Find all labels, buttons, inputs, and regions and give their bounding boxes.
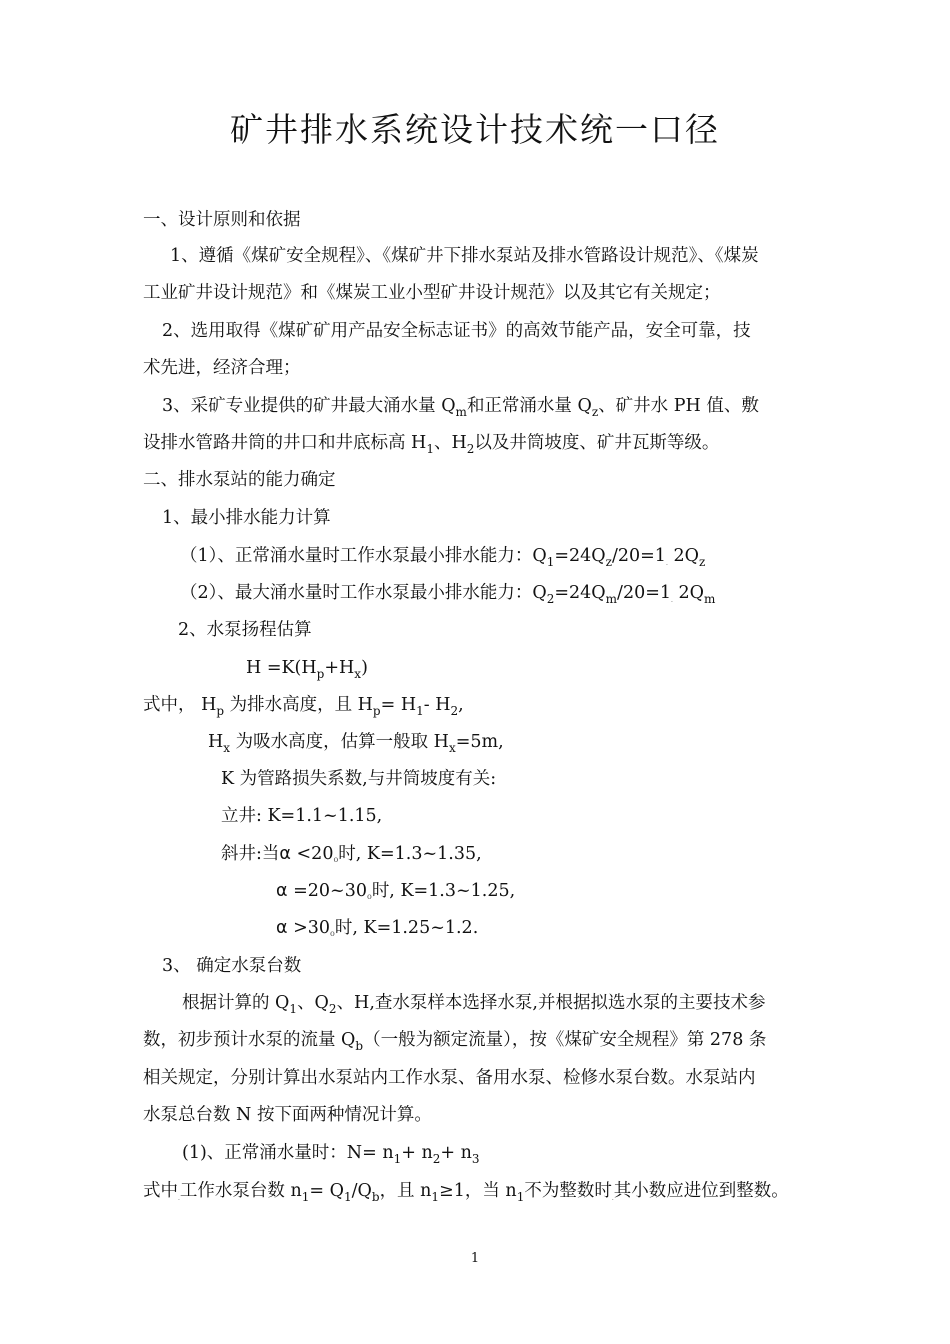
text: /Q — [351, 1181, 372, 1201]
subscript: 1 — [301, 1190, 310, 1204]
subscript: 1 — [426, 442, 434, 456]
text: /20=1 — [617, 583, 672, 603]
pump-count-definition — [143, 1183, 789, 1202]
degree-mark: o — [366, 892, 372, 901]
text: + n — [440, 1143, 472, 1163]
subscript: 3 — [471, 1152, 480, 1166]
subscript: 2 — [328, 1002, 337, 1016]
text: 、H,查水泵样本选择水泵,并根据拟选水泵的主要技术参 — [336, 993, 766, 1013]
paragraph-3-line-2 — [143, 433, 720, 456]
paragraph-2-line-2: 术先进，经济合理； — [143, 358, 301, 378]
alpha-symbol: α — [276, 881, 288, 901]
paragraph-1-line-1: 1、遵循《煤矿安全规程》、《煤矿井下排水泵站及排水管路设计规范》、《煤炭 — [170, 246, 759, 266]
paragraph-2-line-1: 2、选用取得《煤矿矿用产品安全标志证书》的高效节能产品，安全可靠，技 — [162, 321, 751, 341]
text: , — [458, 695, 464, 715]
text: +H — [324, 658, 355, 678]
text: 数，初步预计水泵的流量 Q — [143, 1030, 356, 1050]
text: 不为整数时 — [524, 1181, 612, 1201]
text: 、Q — [297, 993, 329, 1013]
text: ，且 n — [379, 1181, 432, 1201]
formula-normal-capacity — [180, 548, 705, 567]
text: 设排水管路井筒的井口和井底标高 H — [143, 433, 427, 453]
text: （一般为额定流量），按《煤矿安全规程》第 278 条 — [363, 1030, 767, 1050]
subscript: x — [448, 741, 456, 755]
subscript: b — [371, 1190, 380, 1204]
text: 根据计算的 Q — [182, 993, 290, 1013]
subscript: p — [316, 667, 325, 681]
subsection-2-3: 3、 确定水泵台数 — [162, 956, 302, 976]
text: 、矿井水 PH 值、敷 — [598, 396, 759, 416]
where-hx — [208, 732, 504, 755]
text: 式中 — [143, 1181, 178, 1201]
subscript: 1 — [431, 1190, 440, 1204]
subscript: m — [704, 592, 716, 606]
subscript: 1 — [516, 1190, 525, 1204]
text: （1）、正常涌水量时工作水泵最小排水能力：Q — [180, 546, 547, 566]
text: 其小数应进位到整数。 — [613, 1181, 789, 1201]
text: 时, K=1.25~1.2. — [334, 918, 479, 938]
section-2-heading: 二、排水泵站的能力确定 — [143, 470, 336, 490]
subscript: 2 — [432, 1152, 441, 1166]
subsection-2-2: 2、水泵扬程估算 — [178, 620, 312, 640]
text: =24Q — [554, 583, 606, 603]
text: H — [208, 732, 224, 752]
text: - H — [423, 695, 451, 715]
text: + n — [401, 1143, 433, 1163]
subscript: 2 — [466, 442, 475, 456]
subscript: z — [605, 555, 612, 569]
text: 2Q — [678, 583, 704, 603]
k-inclined-shaft-3 — [276, 920, 478, 938]
alpha-symbol: α — [276, 918, 288, 938]
dot-mark: . — [665, 560, 668, 567]
dot-mark: . — [671, 597, 673, 604]
text: （2）、最大涌水量时工作水泵最小排水能力：Q — [180, 583, 547, 603]
degree-mark: o — [330, 929, 335, 938]
subscript: x — [223, 741, 231, 755]
subscript: 1 — [393, 1152, 402, 1166]
k-inclined-shaft-1 — [221, 846, 482, 864]
where-hp — [143, 695, 464, 718]
text: = H — [380, 695, 417, 715]
text: >30 — [287, 918, 331, 938]
subscript: 1 — [289, 1002, 298, 1016]
text: ) — [361, 658, 368, 678]
text: 以及井筒坡度、矿井瓦斯等级。 — [474, 433, 720, 453]
text: H =K(H — [246, 658, 317, 678]
text: 工作水泵台数 n — [179, 1181, 302, 1201]
text: 3、采矿专业提供的矿井最大涌水量 Q — [162, 396, 456, 416]
alpha-symbol: α — [279, 844, 291, 864]
text: 斜井:当 — [221, 844, 280, 864]
head-formula — [246, 658, 368, 681]
text: ≥1，当 n — [439, 1181, 517, 1201]
text: 时, K=1.3~1.25, — [371, 881, 516, 901]
paragraph-4-line-1 — [182, 993, 766, 1016]
subsection-2-1: 1、最小排水能力计算 — [162, 508, 331, 528]
text: 、H — [433, 433, 467, 453]
text: = Q — [309, 1181, 344, 1201]
paragraph-4-line-3: 相关规定，分别计算出水泵站内工作水泵、备用水泵、检修水泵台数。水泵站内 — [143, 1068, 756, 1088]
text: ~30 — [330, 881, 367, 901]
text: (1)、正常涌水量时：N= n — [182, 1143, 394, 1163]
text: /20=1 — [611, 546, 666, 566]
subscript: m — [455, 405, 467, 419]
subscript: b — [355, 1039, 364, 1053]
where-k: K 为管路损失系数,与井筒坡度有关: — [221, 769, 497, 789]
text: 时, K=1.3~1.35, — [338, 844, 482, 864]
dot-mark: . — [611, 1195, 614, 1202]
paragraph-3-line-1 — [162, 396, 759, 419]
text: 和正常涌水量 Q — [466, 396, 592, 416]
k-inclined-shaft-2 — [276, 883, 515, 901]
paragraph-1-line-2: 工业矿井设计规范》和《煤炭工业小型矿井设计规范》以及其它有关规定； — [143, 283, 721, 303]
section-1-heading: 一、设计原则和依据 — [143, 210, 301, 230]
subscript: 1 — [343, 1190, 352, 1204]
paragraph-4-line-4: 水泵总台数 N 按下面两种情况计算。 — [143, 1105, 432, 1125]
dot-mark: . — [178, 1195, 180, 1202]
subscript: p — [216, 704, 225, 718]
document-title: 矿井排水系统设计技术统一口径 — [230, 110, 720, 149]
subscript: 2 — [450, 704, 459, 718]
text: 为排水高度，且 H — [224, 695, 373, 715]
text: =5m, — [455, 732, 504, 752]
formula-max-capacity — [180, 585, 715, 604]
subscript: p — [372, 704, 381, 718]
subscript: m — [605, 592, 618, 606]
text: 为吸水高度，估算一般取 H — [230, 732, 449, 752]
subscript: z — [591, 405, 599, 419]
text: <20 — [290, 844, 334, 864]
text: 2Q — [673, 546, 699, 566]
page-number: 1 — [470, 1251, 480, 1266]
text: =20 — [287, 881, 331, 901]
text: 式中， H — [143, 695, 217, 715]
text: =24Q — [554, 546, 606, 566]
pump-count-formula — [182, 1143, 480, 1166]
subscript: x — [354, 667, 362, 681]
paragraph-4-line-2 — [143, 1030, 767, 1053]
subscript: 2 — [546, 592, 555, 606]
k-vertical-shaft: 立井: K=1.1~1.15, — [221, 806, 383, 826]
degree-mark: o — [333, 855, 339, 864]
subscript: 1 — [416, 704, 424, 718]
subscript: 1 — [546, 555, 555, 569]
subscript: z — [698, 555, 706, 569]
